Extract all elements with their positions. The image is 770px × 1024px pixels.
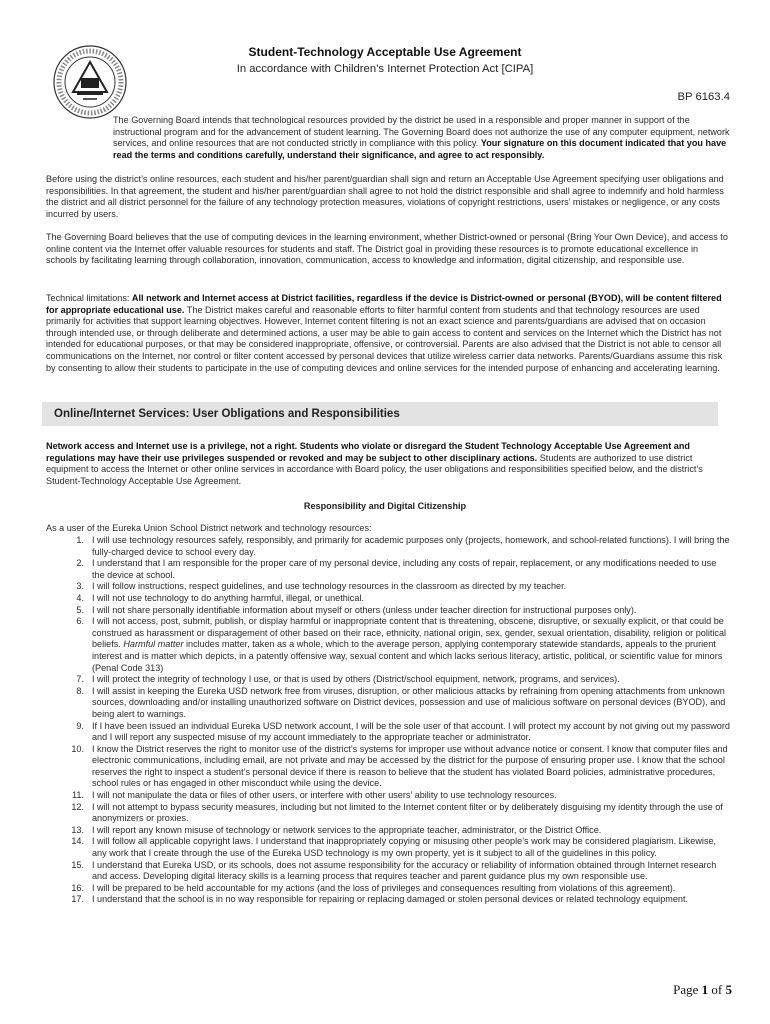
list-item [46, 790, 730, 802]
section-heading: Online/Internet Services: User Obligations and Responsibilities [42, 402, 718, 426]
list-item-number: 10. [71, 743, 84, 754]
list-item-number: 4. [76, 592, 84, 603]
list-item [46, 744, 730, 790]
list-item-number: 12. [71, 801, 84, 812]
list-item-number: 13. [71, 824, 84, 835]
list-item [46, 605, 730, 617]
list-item [46, 802, 730, 825]
list-item-number: 14. [71, 836, 84, 847]
list-item-text: I will use technology resources safely, responsibly, and primarily for academic purposes only (projects, homework, and school-related functions). I will bring the fully-charged device to school every day. [92, 535, 730, 557]
list-item [46, 674, 730, 686]
list-item [46, 616, 730, 674]
subsection-heading: Responsibility and Digital Citizenship [303, 501, 467, 511]
paragraph-text: Technical limitations: [46, 293, 132, 303]
list-item-text: I know the District reserves the right to monitor use of the district’s systems for improper use without advance notice or consent. I know that computer files and electronic communications, including email, are not private and may be accessed by the district for the purpose of ensuring proper use. I know that the school reserves the right to inspect a student’s personal device if there is reason to believe that the student has violated Board policies, administrative procedures, school rules or has engaged in other misconduct while using the device. [92, 743, 728, 789]
list-item [46, 535, 730, 558]
page-of: of [711, 982, 723, 997]
list-item-number: 16. [71, 882, 84, 893]
list-item [46, 825, 730, 837]
list-item-text: I will follow all applicable copyright laws. I understand that inappropriately copying or misusing other people’s work may be considered plagiarism. Likewise, any work that I create through the use of the Eureka USD technology is my own property, yet is it subject to all of the guidelines in this policy. [92, 836, 717, 859]
page-word: Page [673, 982, 699, 997]
list-item [46, 558, 730, 581]
paragraph-technical-limitations [46, 293, 730, 374]
paragraph-text: Students are authorized to use district equipment to access the Internet or other online services in accordance with Board policy, the user obligations and responsibilities specified below, and the district’s Student-Technology Acceptable Use Agreement. [46, 452, 703, 486]
rules-list [46, 535, 730, 906]
list-item-number: 15. [71, 859, 84, 870]
list-item [46, 686, 730, 721]
list-item-number: 1. [76, 535, 84, 545]
list-item-number: 11. [72, 790, 84, 801]
list-item-text: I will not share personally identifiable information about myself or others (unless under teacher direction for instructional purposes only). [92, 604, 637, 615]
list-item-text: I will protect the integrity of technology I use, or that is used by others (District/school equipment, network, programs, and services). [92, 674, 620, 685]
list-item-text: I will not attempt to bypass security measures, including but not limited to the Internet content filter or by deliberately disguising my identity through the use of anonymizers or proxies. [92, 801, 723, 824]
list-item-text: I understand that I am responsible for the proper care of my personal device, including any costs of repair, replacement, or any modifications needed to use the device at school. [92, 558, 717, 580]
list-item [46, 883, 730, 895]
list-item-text: I understand that the school is in no way responsible for repairing or replacing damaged or stolen personal devices or related technology equipment. [92, 894, 688, 905]
paragraph-privilege [46, 441, 730, 487]
list-item-text: I will be prepared to be held accountable for my actions (and the loss of privileges and consequences resulting from violations of this agreement). [92, 882, 676, 893]
list-item-text: I will assist in keeping the Eureka USD network free from viruses, disruption, or other malicious attacks by refraining from opening attachments from unknown sources, downloading and/or installing unauthorized software on District devices, possession and use of malicious software on personal devices (BYOD), and being alert to warnings. [92, 685, 726, 719]
list-item [46, 721, 730, 744]
paragraph-bold-text: Your signature on this document indicated that you have read the terms and conditions carefully, understand their significance, and agree to act responsibly. [113, 138, 727, 160]
paragraph-bold-text: Network access and Internet use is a privilege, not a right. Students who violate or disregard the Student Technology Acceptable Use Agreement and regulations may have their use privileges suspended or revoked and may be subject to other disciplinary actions. [46, 441, 690, 463]
list-item-number: 7. [76, 674, 84, 685]
list-item-text: I will not manipulate the data or files of other users, or interfere with other users’ ability to use technology resources. [92, 790, 557, 801]
list-item-text: I will not use technology to do anything harmful, illegal, or unethical. [92, 592, 364, 603]
list-item-text: I will follow instructions, respect guidelines, and use technology resources in the classroom as directed by my teacher. [92, 581, 567, 592]
list-item [46, 581, 730, 593]
paragraph-text: The Governing Board believes that the use of computing devices in the learning environment, whether District-owned or personal (Bring Your Own Device), and access to online content via the Internet offer valuable resources for students and staff. The District goal in providing these resources is to promote educational excellence in schools by facilitating learning through collaboration, innovation, communication, access to knowledge and information, digital citizenship, and responsible use. [46, 232, 728, 266]
list-item [46, 836, 730, 859]
document-subtitle: In accordance with Children’s Internet Protection Act [CIPA] [236, 63, 534, 75]
list-item-number: 9. [76, 720, 84, 731]
paragraph-text: The District makes careful and reasonable efforts to filter harmful content from students and that technology resources are used primarily for activities that support learning objectives. However, Internet content filtering is not an exact science and parents/guardians are advised that on occasion through intended use, or through deliberate and determined actions, a user may be able to gain access to content and services on the Internet which the District has not intended for educational purposes, or that may be considered inappropriate, offensive, or controversial. Parents are also advised that the District is not able to censor all communications on the Internet, nor control or filter content accessed by personal devices that utilize wireless carrier data networks. Parents/Guardians assume this risk by consenting to allow their students to participate in the use of computing devices and online services for the intended purpose of enhancing and accelerating learning. [46, 304, 723, 373]
list-item-italic-text: Harmful matter [123, 639, 184, 650]
list-item-text: If I have been issued an individual Eureka USD network account, I will be the sole user of that account. I will protect my account by not giving out my password and I will report any suspected misuse of my account immediately to the appropriate teacher or administrator. [92, 720, 730, 743]
policy-number: BP 6163.4 [677, 91, 730, 103]
list-item-number: 17. [71, 894, 84, 905]
list-item [46, 860, 730, 883]
document-title: Student-Technology Acceptable Use Agreement [248, 45, 522, 59]
paragraph-text: The Governing Board intends that technological resources provided by the district be used in a responsible and proper manner in support of the instructional program and for the advancement of student learning. The Governing Board does not authorize the use of any computer equipment, network services, and online resources that are not conducted strictly in compliance with this policy. [113, 115, 730, 149]
list-item [46, 593, 730, 605]
paragraph-board-intent [46, 115, 730, 161]
list-item-number: 3. [76, 581, 84, 592]
list-item-number: 5. [76, 604, 84, 615]
list-item-text: I will report any known misuse of technology or network services to the appropriate teacher, administrator, or the District Office. [92, 824, 602, 835]
list-item-text: I will not access, post, submit, publish, or display harmful or inappropriate content that is threatening, obscene, disruptive, or sexually explicit, or that could be construed as harassment or disparagement of other based on their race, ethnicity, national origin, sex, gender, sexual orientation, disability, religion or political beliefs. [92, 616, 727, 650]
page-indicator [673, 982, 732, 998]
paragraph-board-beliefs [46, 232, 730, 267]
list-item-number: 6. [76, 616, 84, 627]
list-item-number: 2. [76, 558, 84, 569]
paragraph-text: Before using the district’s online resources, each student and his/her parent/guardian shall sign and return an Acceptable Use Agreement specifying user obligations and responsibilities. In that agreement, the student and his/her parent/guardian shall agree to not hold the district responsible and shall agree to indemnify and hold harmless the district and all district personnel for the failure of any technology protection measures, violations of copyright restrictions, users’ mistakes or negligence, or any costs incurred by users. [46, 174, 724, 219]
list-item-text: includes matter, taken as a whole, which to the average person, applying contemporary statewide standards, appeals to the prurient interest and is matter which depicts, in a patently offensive way, sexual content and which lacks serious literacy, artistic, political, or scientific value for minors (Penal Code 313) [92, 639, 723, 673]
page-current: 1 [701, 982, 709, 997]
list-item [46, 894, 730, 906]
list-item-number: 8. [76, 685, 84, 696]
page-total: 5 [725, 982, 732, 997]
rules-intro: As a user of the Eureka Union School District network and technology resources: [46, 523, 372, 533]
paragraph-agreement-requirement [46, 174, 730, 220]
list-item-text: I understand that Eureka USD, or its schools, does not assume responsibility for the accuracy or reliability of information obtained through Internet research and access. Developing digital literacy skills is a learning process that requires teacher and parent guidance plus my own responsible use. [92, 859, 717, 882]
paragraph-bold-text: All network and Internet access at District facilities, regardless if the device is District-owned or personal (BYOD), will be content filtered for appropriate educational use. [46, 293, 722, 315]
